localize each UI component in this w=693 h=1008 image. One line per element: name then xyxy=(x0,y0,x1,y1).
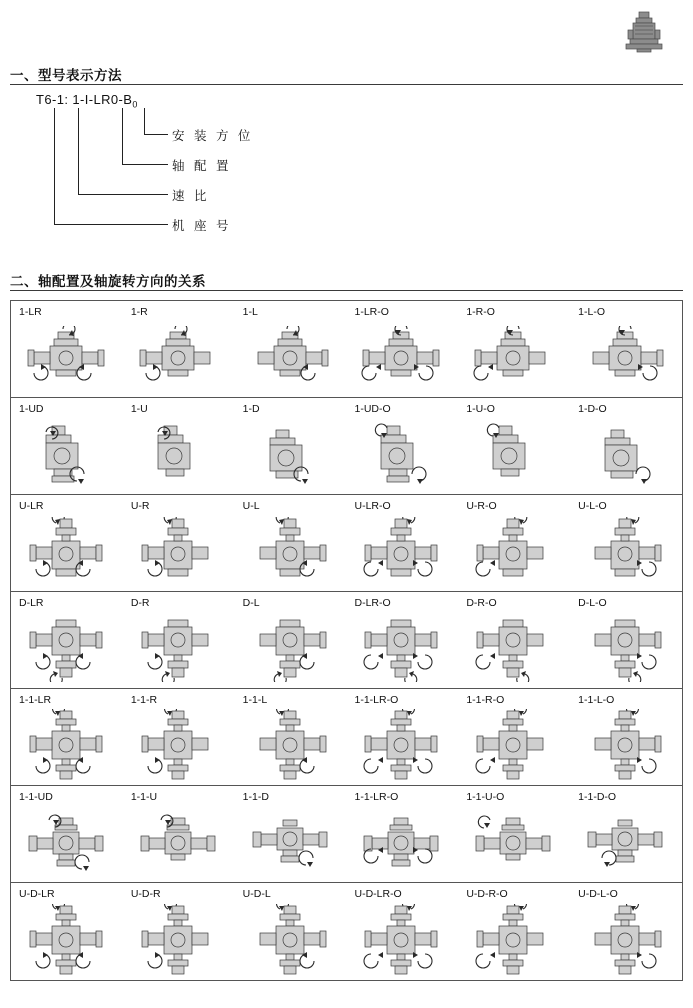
gearbox-illustration-up-vert xyxy=(346,513,458,589)
gearbox-illustration-v-mid xyxy=(235,416,347,492)
gearbox-illustration-cross-flat xyxy=(458,804,570,880)
gearbox-illustration-updown xyxy=(123,901,235,978)
gearbox-illustration-v-mid xyxy=(570,416,682,492)
gearbox-illustration-cross-flat xyxy=(570,804,682,880)
table-row xyxy=(11,592,682,689)
arrangement-label: 1-1-LR xyxy=(19,694,52,706)
gearbox-illustration-h-mid xyxy=(11,319,123,395)
arrangement-label: 1-1-LR-O xyxy=(354,791,399,803)
table-row xyxy=(11,398,682,495)
section-heading-model-code: 一、型号表示方法 xyxy=(10,68,122,83)
gearbox-illustration-dn-vert xyxy=(235,610,347,686)
arrangement-label: U-D-LR-O xyxy=(354,888,402,900)
table-row xyxy=(11,883,682,980)
gearbox-illustration-cross xyxy=(458,707,570,783)
legend-label-ratio: 速 比 xyxy=(172,189,210,203)
arrangement-label: 1-1-LR-O xyxy=(354,694,399,706)
arrangement-label: 1-1-U-O xyxy=(466,791,505,803)
arrangement-label: U-D-R xyxy=(130,888,161,900)
arrangement-label: U-R-O xyxy=(466,500,497,512)
arrangement-cell[interactable] xyxy=(346,592,458,688)
section-heading-shaft-arrangement: 二、轴配置及轴旋转方向的关系 xyxy=(10,274,206,289)
arrangement-label: D-L-O xyxy=(578,597,607,609)
leader-line-mounting-h xyxy=(144,134,168,135)
gearbox-illustration-cross xyxy=(11,707,123,783)
arrangement-cell[interactable] xyxy=(235,495,347,591)
leader-line-shaft-v xyxy=(122,108,123,164)
arrangement-label: D-R xyxy=(130,597,150,609)
gearbox-illustration-h-mid xyxy=(235,319,347,395)
arrangement-label: U-R xyxy=(130,500,150,512)
arrangement-cell[interactable] xyxy=(235,592,347,688)
arrangement-cell[interactable] xyxy=(346,786,458,882)
arrangement-label: U-L xyxy=(242,500,260,512)
gearbox-illustration-v-mid xyxy=(123,416,235,492)
arrangement-cell[interactable] xyxy=(458,786,570,882)
gearbox-illustration-h-mid xyxy=(123,319,235,395)
arrangement-cell[interactable] xyxy=(570,301,682,397)
leader-line-frame-v xyxy=(54,108,55,224)
gearbox-illustration-h-mid xyxy=(346,319,458,395)
arrangement-label: U-D-R-O xyxy=(466,888,508,900)
gearbox-illustration-dn-vert xyxy=(458,610,570,686)
gearbox-illustration-h-mid xyxy=(570,319,682,395)
arrangement-label: 1-D xyxy=(242,403,260,415)
arrangement-label: 1-R-O xyxy=(466,306,495,318)
arrangement-label: U-D-L-O xyxy=(578,888,618,900)
arrangement-label: 1-D-O xyxy=(578,403,607,415)
arrangement-cell[interactable] xyxy=(570,398,682,494)
arrangement-label: 1-1-U xyxy=(130,791,158,803)
arrangement-cell[interactable] xyxy=(123,883,235,980)
arrangement-cell[interactable] xyxy=(11,689,123,785)
gearbox-illustration-dn-vert xyxy=(123,610,235,686)
legend-label-frame: 机 座 号 xyxy=(172,219,232,233)
arrangement-label: D-L xyxy=(242,597,260,609)
arrangement-cell[interactable] xyxy=(458,689,570,785)
arrangement-cell[interactable] xyxy=(11,495,123,591)
gearbox-illustration-cross-flat xyxy=(11,804,123,880)
gearbox-illustration-cross xyxy=(570,707,682,783)
gearbox-illustration-up-vert xyxy=(11,513,123,589)
leader-line-ratio-h xyxy=(78,194,168,195)
gearbox-illustration-dn-vert xyxy=(11,610,123,686)
arrangement-cell[interactable] xyxy=(570,786,682,882)
gearbox-illustration-cross xyxy=(235,707,347,783)
arrangement-label: 1-UD-O xyxy=(354,403,391,415)
gearbox-illustration-updown xyxy=(570,901,682,978)
arrangement-cell[interactable] xyxy=(235,883,347,980)
arrangement-cell[interactable] xyxy=(11,301,123,397)
arrangement-cell[interactable] xyxy=(346,301,458,397)
table-row xyxy=(11,301,682,398)
arrangement-label: D-LR-O xyxy=(354,597,391,609)
arrangement-cell[interactable] xyxy=(123,592,235,688)
arrangement-label: U-D-LR xyxy=(19,888,55,900)
gearbox-illustration-v-mid xyxy=(346,416,458,492)
arrangement-label: 1-1-D xyxy=(242,791,269,803)
gearbox-illustration-cross-flat xyxy=(235,804,347,880)
arrangement-label: 1-L xyxy=(242,306,258,318)
gearbox-illustration-updown xyxy=(458,901,570,978)
gearbox-illustration-up-vert xyxy=(570,513,682,589)
arrangement-cell[interactable] xyxy=(458,398,570,494)
arrangement-cell[interactable] xyxy=(11,786,123,882)
arrangement-label: 1-L-O xyxy=(578,306,605,318)
arrangement-label: 1-1-R xyxy=(130,694,158,706)
arrangement-cell[interactable] xyxy=(458,592,570,688)
arrangement-cell[interactable] xyxy=(458,495,570,591)
arrangement-cell[interactable] xyxy=(346,398,458,494)
gearbox-illustration-cross xyxy=(123,707,235,783)
divider-2 xyxy=(10,290,683,291)
arrangement-label: U-D-L xyxy=(242,888,271,900)
gearbox-illustration-updown xyxy=(11,901,123,978)
legend-label-shaft: 轴 配 置 xyxy=(172,159,232,173)
arrangement-label: 1-U-O xyxy=(466,403,495,415)
arrangement-cell[interactable] xyxy=(123,398,235,494)
arrangement-cell[interactable] xyxy=(123,689,235,785)
leader-line-ratio-v xyxy=(78,108,79,194)
arrangement-label: 1-LR xyxy=(19,306,42,318)
arrangement-cell[interactable] xyxy=(123,301,235,397)
gearbox-logo xyxy=(617,8,671,54)
table-row xyxy=(11,495,682,592)
model-code-text: T6-1: $1-I-LR0-B_0$ xyxy=(36,92,138,110)
arrangement-label: D-LR xyxy=(19,597,44,609)
arrangement-label: 1-U xyxy=(130,403,148,415)
model-code-diagram xyxy=(10,92,360,257)
arrangement-cell[interactable] xyxy=(570,495,682,591)
arrangement-label: 1-1-UD xyxy=(19,791,53,803)
legend-label-mounting: 安 装 方 位 xyxy=(172,129,254,143)
table-row xyxy=(11,689,682,786)
gearbox-illustration-cross xyxy=(346,707,458,783)
table-row xyxy=(11,786,682,883)
arrangement-cell[interactable] xyxy=(570,689,682,785)
arrangement-label: 1-1-R-O xyxy=(466,694,505,706)
arrangement-label: U-L-O xyxy=(578,500,607,512)
gearbox-illustration-h-mid xyxy=(458,319,570,395)
arrangement-label: U-LR-O xyxy=(354,500,391,512)
gearbox-illustration-dn-vert xyxy=(570,610,682,686)
arrangement-cell[interactable] xyxy=(123,495,235,591)
leader-line-mounting-v xyxy=(144,108,145,134)
gearbox-illustration-up-vert xyxy=(123,513,235,589)
arrangement-cell[interactable] xyxy=(346,689,458,785)
gearbox-illustration-v-mid xyxy=(11,416,123,492)
arrangement-label: D-R-O xyxy=(466,597,497,609)
gearbox-illustration-updown xyxy=(235,901,347,978)
arrangement-cell[interactable] xyxy=(235,689,347,785)
gearbox-illustration-dn-vert xyxy=(346,610,458,686)
arrangement-cell[interactable] xyxy=(570,883,682,980)
leader-line-frame-h xyxy=(54,224,168,225)
shaft-arrangement-table xyxy=(10,300,683,981)
arrangement-cell[interactable] xyxy=(235,301,347,397)
arrangement-cell[interactable] xyxy=(458,301,570,397)
arrangement-cell[interactable] xyxy=(123,786,235,882)
gearbox-illustration-v-mid xyxy=(458,416,570,492)
gearbox-illustration-up-vert xyxy=(458,513,570,589)
arrangement-cell[interactable] xyxy=(11,592,123,688)
gearbox-illustration-updown xyxy=(346,901,458,978)
arrangement-cell[interactable] xyxy=(570,592,682,688)
arrangement-label: 1-1-L xyxy=(242,694,268,706)
arrangement-cell[interactable] xyxy=(11,883,123,980)
gearbox-illustration-cross-flat xyxy=(346,804,458,880)
arrangement-label: U-LR xyxy=(19,500,44,512)
divider-1 xyxy=(10,84,683,85)
arrangement-label: 1-UD xyxy=(19,403,44,415)
arrangement-cell[interactable] xyxy=(235,786,347,882)
arrangement-label: 1-1-D-O xyxy=(578,791,617,803)
arrangement-label: 1-1-L-O xyxy=(578,694,615,706)
arrangement-cell[interactable] xyxy=(346,883,458,980)
leader-line-shaft-h xyxy=(122,164,168,165)
arrangement-cell[interactable] xyxy=(11,398,123,494)
gearbox-illustration-cross-flat xyxy=(123,804,235,880)
arrangement-cell[interactable] xyxy=(346,495,458,591)
arrangement-label: 1-R xyxy=(130,306,148,318)
arrangement-label: 1-LR-O xyxy=(354,306,389,318)
gearbox-illustration-up-vert xyxy=(235,513,347,589)
arrangement-cell[interactable] xyxy=(235,398,347,494)
arrangement-cell[interactable] xyxy=(458,883,570,980)
